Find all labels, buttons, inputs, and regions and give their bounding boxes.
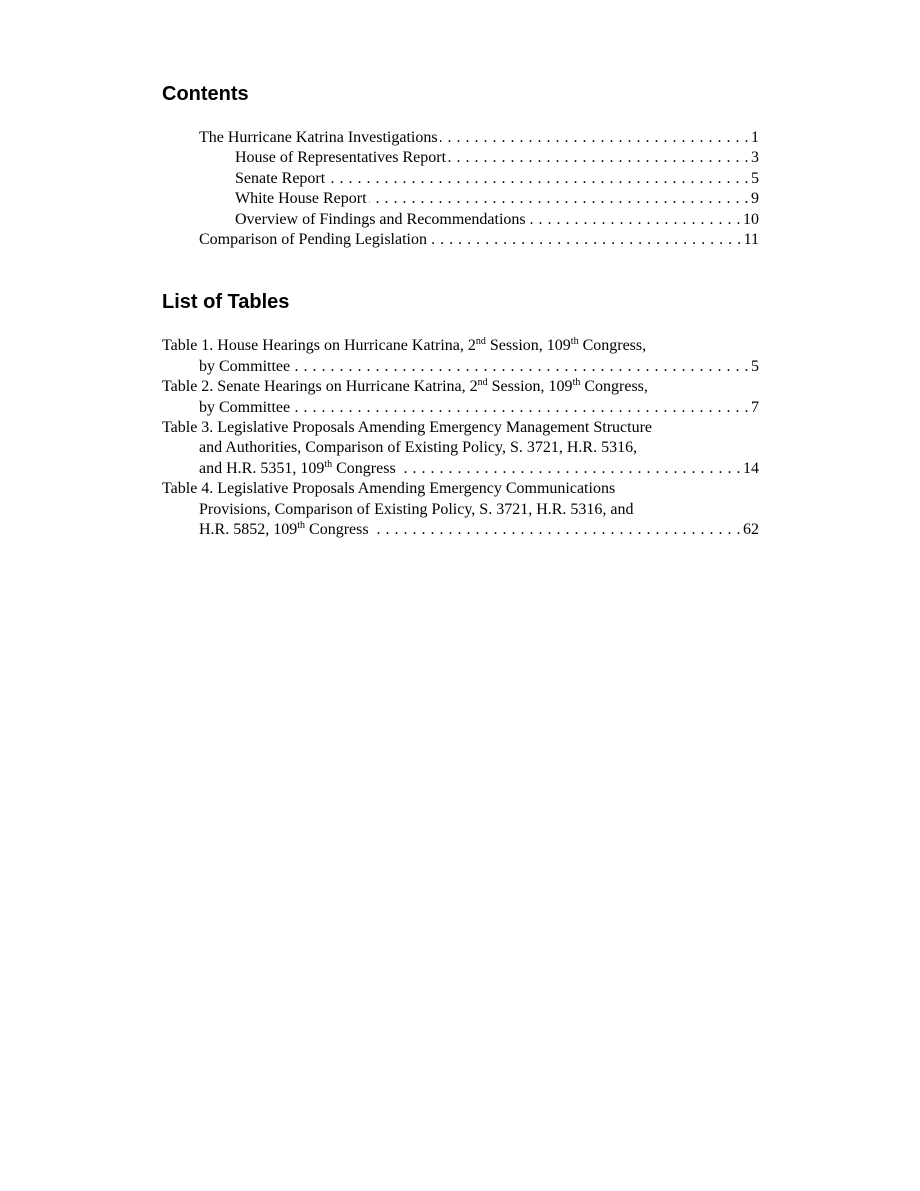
toc-entry[interactable] [162,189,759,209]
toc-entry-page: 1 [751,129,759,146]
table-entry[interactable] [162,336,759,377]
contents-heading: Contents [162,83,249,105]
toc-entry-title: Comparison of Pending Legislation [199,231,427,249]
list-of-tables-heading: List of Tables [162,291,290,314]
toc-entry[interactable] [162,210,759,230]
toc-entry-page: 5 [751,169,759,187]
toc-entry-page: 11 [743,231,759,249]
dot-leader [292,357,749,377]
table-entry-title-cont: by Committee [199,398,291,416]
dot-leader [369,189,749,209]
toc-entry-page: 9 [751,190,759,208]
toc-entry-page: 3 [751,149,759,167]
table-entry[interactable] [162,377,759,418]
table-entry-title-cont: H.R. 5852, 109th Congress [199,520,369,539]
toc-entry[interactable] [162,148,759,168]
dot-leader [429,230,742,250]
dot-leader [371,520,741,540]
toc-entry-title: The Hurricane Katrina Investigations [199,129,438,146]
dot-leader [528,210,741,230]
toc-entry[interactable] [162,128,759,148]
dot-leader [440,128,749,148]
toc-entry[interactable] [162,230,759,250]
dot-leader [448,148,749,168]
dot-leader [398,459,741,479]
table-entry-page: 5 [751,357,759,375]
table-entry-title-cont: and H.R. 5351, 109th Congress [199,458,396,477]
toc-entry-title: House of Representatives Report [235,149,447,167]
table-entry-page: 7 [751,398,759,416]
table-entry-title: Table 3. Legislative Proposals Amending Emergency Management Structure [162,419,653,437]
table-entry-title: Table 2. Senate Hearings on Hurricane Katrina, 2nd Session, 109th Congress, [162,377,648,396]
toc-entry[interactable] [162,169,759,189]
toc-entry-page: 10 [743,210,759,228]
table-entry-page: 62 [743,521,759,539]
table-entry-title-cont: Provisions, Comparison of Existing Policy, S. 3721, H.R. 5316, and [199,500,634,518]
table-entry-title-cont: by Committee [199,357,291,375]
toc-entry-title: Overview of Findings and Recommendations [235,210,526,228]
toc-entry-title: White House Report [235,190,367,208]
table-entry[interactable] [162,479,759,540]
table-entry-title-cont: and Authorities, Comparison of Existing Policy, S. 3721, H.R. 5316, [199,439,638,457]
list-of-tables [162,336,759,540]
table-entry-page: 14 [743,459,759,477]
contents-list [162,128,759,250]
toc-entry-title: Senate Report [235,169,326,187]
table-entry-title: Table 1. House Hearings on Hurricane Katrina, 2nd Session, 109th Congress, [162,336,647,355]
dot-leader [327,169,749,189]
table-entry-title: Table 4. Legislative Proposals Amending Emergency Communications [162,480,616,498]
dot-leader [292,398,749,418]
document-page [162,80,759,541]
table-entry[interactable] [162,418,759,479]
